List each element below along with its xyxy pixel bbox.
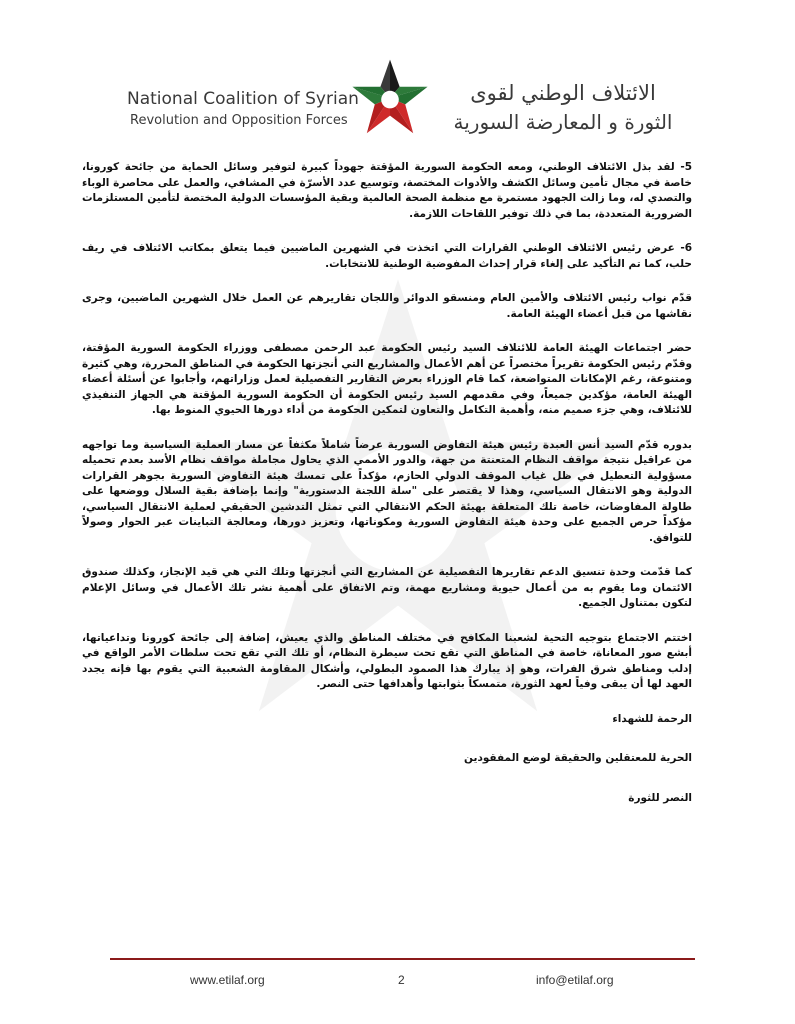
english-name-line1: National Coalition of Syrian — [127, 89, 359, 109]
english-org-name — [127, 88, 357, 132]
star-logo-icon — [350, 58, 430, 138]
paragraph-6: 6- عرض رئيس الائتلاف الوطني القرارات التي اتخذت في الشهرين الماضيين فيما يتعلق بمكاتب الائتلاف في ريف حلب، كما تم التأكيد على إلغاء قرار إحداث المفوضية الوطنية للانتخابات. — [82, 242, 692, 270]
arabic-org-name — [443, 78, 683, 136]
footer-email-link[interactable]: info@etilaf.org — [536, 973, 614, 987]
paragraph-reports: قدّم نواب رئيس الائتلاف والأمين العام ومنسقو الدوائر واللجان تقاريرهم عن العمل خلال الشهرين الماضيين، وجرى نقاشها من قبل أعضاء الهيئة العامة. — [82, 292, 692, 320]
closing-line-martyrs: الرحمة للشهداء — [612, 712, 692, 725]
footer-website-link[interactable]: www.etilaf.org — [190, 973, 265, 987]
english-name-line2: Revolution and Opposition Forces — [130, 113, 348, 128]
closing-line-victory: النصر للثورة — [628, 791, 692, 804]
paragraph-5: 5- لقد بذل الائتلاف الوطني، ومعه الحكومة السورية المؤقتة جهوداً كبيرة لتوفير وسائل الحماية من جائحة كورونا، خاصة في مجال تأمين وسائل الكشف والأدوات المختصة، وتوسيع عدد الأسرّة في المشافي، والعمل على محاصرة الوباء والتصدي له، وما زالت الجهود مستمرة مع منظمة الصحة العالمية وبقية المؤسسات الدولية المختصة لتأمين المستلزمات الضرورية المتعددة، بما في ذلك توفير اللقاحات اللازمة. — [82, 161, 692, 220]
arabic-name-line1: الائتلاف الوطني لقوى — [470, 81, 656, 105]
paragraph-government: حضر اجتماعات الهيئة العامة للائتلاف السيد رئيس الحكومة عبد الرحمن مصطفى ووزراء الحكومة السورية المؤقتة، وقدّم رئيس الحكومة تقريراً مختصراً عن أهم الأعمال والمشاريع التي أنجزتها الحكومة في المناطق المحررة، وهي كثيرة ومتنوعة، رغم الإمكانات المتواضعة، كما قام الوزراء بعرض التقارير التفصيلية لعمل وزاراتهم، وأجابوا عن أسئلة أعضاء الهيئة العامة، مؤكدين جميعاً، وفي مقدمهم السيد رئيس الحكومة أن الحكومة السورية المؤقتة هي الجهاز التنفيذي للائتلاف، وهي جزء صميم منه، وأهمية التكامل والتعاون لتمكين الحكومة من أداء دورها الحيوي المنوط بها. — [82, 342, 692, 416]
document-body — [82, 160, 692, 830]
footer-rule — [110, 958, 695, 960]
letterhead — [0, 0, 795, 150]
arabic-name-line2: الثورة و المعارضة السورية — [453, 110, 673, 134]
page-number: 2 — [398, 973, 405, 987]
paragraph-support-unit: كما قدّمت وحدة تنسيق الدعم تقاريرها التفصيلية عن المشاريع التي أنجزتها وتلك التي هي قيد الإنجاز، وكذلك صندوق الائتمان وما يقوم به من أعمال حيوية ومشاريع مهمة، وتم الاتفاق على أهمية نشر تلك الأعمال في وسائل الإعلام لتكون بمتناول الجميع. — [82, 566, 692, 609]
paragraph-conclusion: اختتم الاجتماع بتوجيه التحية لشعبنا المكافح في مختلف المناطق والذي يعيش، إضافة إلى جائحة كورونا وتداعياتها، أبشع صور المعاناة، خاصة في المناطق التي تقع تحت سيطرة النظام، أو تلك التي تقع تحت سلطات الأمر الواقع في إدلب ومناطق شرق الفرات، وهو إذ يبارك هذا الصمود البطولي، وأشكال المقاومة الشعبية التي يقوم بها فإنه يجدد العهد لها أن يبقى وفياً لعهد الثورة، متمسكاً بثوابتها وأهدافها حتى النصر. — [82, 631, 692, 690]
closing-line-detainees: الحرية للمعتقلين والحقيقة لوضع المفقودين — [464, 752, 692, 764]
paragraph-negotiation: بدوره قدّم السيد أنس العبدة رئيس هيئة التفاوض السورية عرضاً شاملاً مكثفاً عن مسار العملية السياسية وما تواجهه من عراقيل نتيجة مواقف النظام المتعنتة من جهة، والدور الأممي الذي يحاول مجاملة مواقف نظام الأسد بعدم تحميله مسؤولية التعطيل في ظل غياب الموقف الدولي الحازم، مؤكداً على تمسك هيئة التفاوض السورية بجوهر القرارات الدولية وهو الانتقال السياسي، وهذا لا يقتصر على "سلة اللجنة الدستورية" وإنما بإضافة بقية السلال ووضعها على طاولة المفاوضات، خاصة تلك المتعلقة بهيئة الحكم الانتقالي التي تمثل التدشين الحقيقي لعملية الانتقال السياسي، مؤكداً حرص الجميع على وحدة هيئة التفاوض السورية ومكوناتها، وتعزيز دورها، ومعالجة التباينات عبر الحوار وصولاً للتوافق. — [82, 438, 692, 544]
